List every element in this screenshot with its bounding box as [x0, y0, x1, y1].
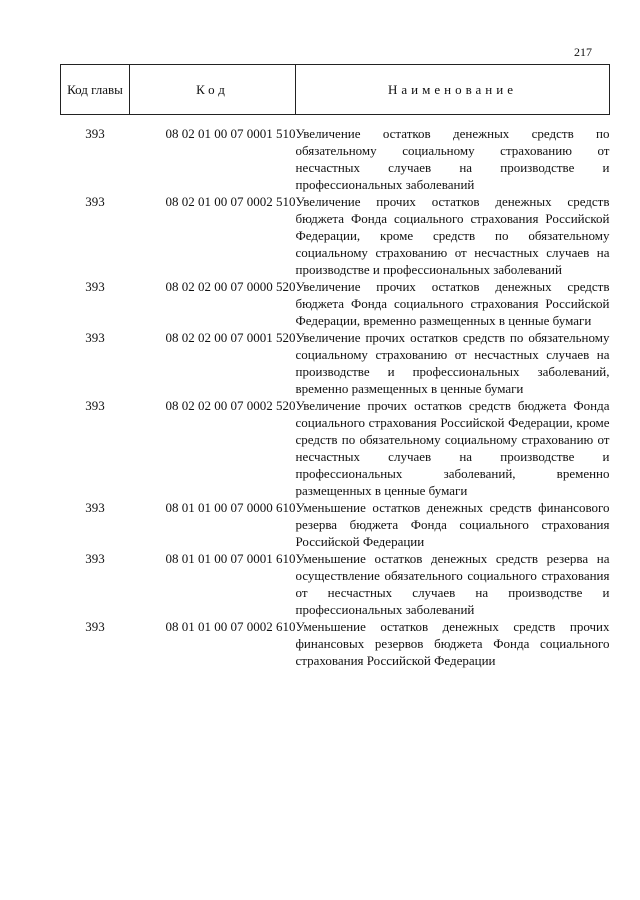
code-cell: 08 01 01 00 07 0001 610	[165, 551, 296, 566]
code-cell: 08 02 01 00 07 0002 510	[165, 194, 296, 209]
table-row	[61, 329, 610, 397]
chapter-code-cell: 393	[85, 126, 105, 141]
header-chapter-code: Код главы	[61, 65, 130, 115]
header-code: Код	[130, 65, 296, 115]
code-cell: 08 01 01 00 07 0002 610	[165, 619, 296, 634]
name-cell: Увеличение прочих остатков средств по обязательному социальному страхованию от несчастных случаев на производстве и профессиональных заболеваний, временно размещенных в ценные бумаги	[295, 330, 610, 396]
chapter-code-cell: 393	[85, 619, 105, 634]
table-row	[61, 397, 610, 499]
chapter-code-cell: 393	[85, 500, 105, 515]
table-spacer	[61, 115, 610, 126]
name-cell: Уменьшение остатков денежных средств финансового резерва бюджета Фонда социального страхования Российской Федерации	[295, 500, 610, 549]
name-cell: Уменьшение остатков денежных средств прочих финансовых резервов бюджета Фонда социального страхования Российской Федерации	[295, 619, 610, 668]
code-cell: 08 02 01 00 07 0001 510	[165, 126, 296, 141]
table-row	[61, 499, 610, 550]
name-cell: Увеличение прочих остатков денежных средств бюджета Фонда социального страхования Российской Федерации, кроме средств по обязательному социальному страхованию от несчастных случаев на производстве и профессиональных заболеваний	[295, 194, 610, 277]
name-cell: Увеличение остатков денежных средств по обязательному социальному страхованию от несчастных случаев на производстве и профессиональных заболеваний	[295, 126, 610, 192]
chapter-code-cell: 393	[85, 398, 105, 413]
name-cell: Уменьшение остатков денежных средств резерва на осуществление обязательного социального страхования от несчастных случаев на производстве и профессиональных заболеваний	[295, 551, 610, 617]
name-cell: Увеличение прочих остатков средств бюджета Фонда социального страхования Российской Федерации, кроме средств по обязательному социальному страхованию от несчастных случаев на производстве и профессиональных заболеваний, временно размещенных в ценные бумаги	[295, 398, 610, 498]
chapter-code-cell: 393	[85, 551, 105, 566]
page-number: 217	[574, 45, 592, 59]
table-row	[61, 618, 610, 669]
header-name: Наименование	[296, 65, 610, 115]
chapter-code-cell: 393	[85, 330, 105, 345]
chapter-code-cell: 393	[85, 194, 105, 209]
table-body	[61, 115, 610, 670]
table-row	[61, 125, 610, 193]
code-cell: 08 02 02 00 07 0000 520	[165, 279, 296, 294]
table-row	[61, 278, 610, 329]
code-cell: 08 02 02 00 07 0001 520	[165, 330, 296, 345]
code-cell: 08 01 01 00 07 0000 610	[165, 500, 296, 515]
code-cell: 08 02 02 00 07 0002 520	[165, 398, 296, 413]
budget-code-table	[60, 64, 610, 669]
chapter-code-cell: 393	[85, 279, 105, 294]
table-row	[61, 550, 610, 618]
table-row	[61, 193, 610, 278]
name-cell: Увеличение прочих остатков денежных средств бюджета Фонда социального страхования Российской Федерации, временно размещенных в ценные бумаги	[295, 279, 610, 328]
table-header-row	[61, 65, 610, 115]
